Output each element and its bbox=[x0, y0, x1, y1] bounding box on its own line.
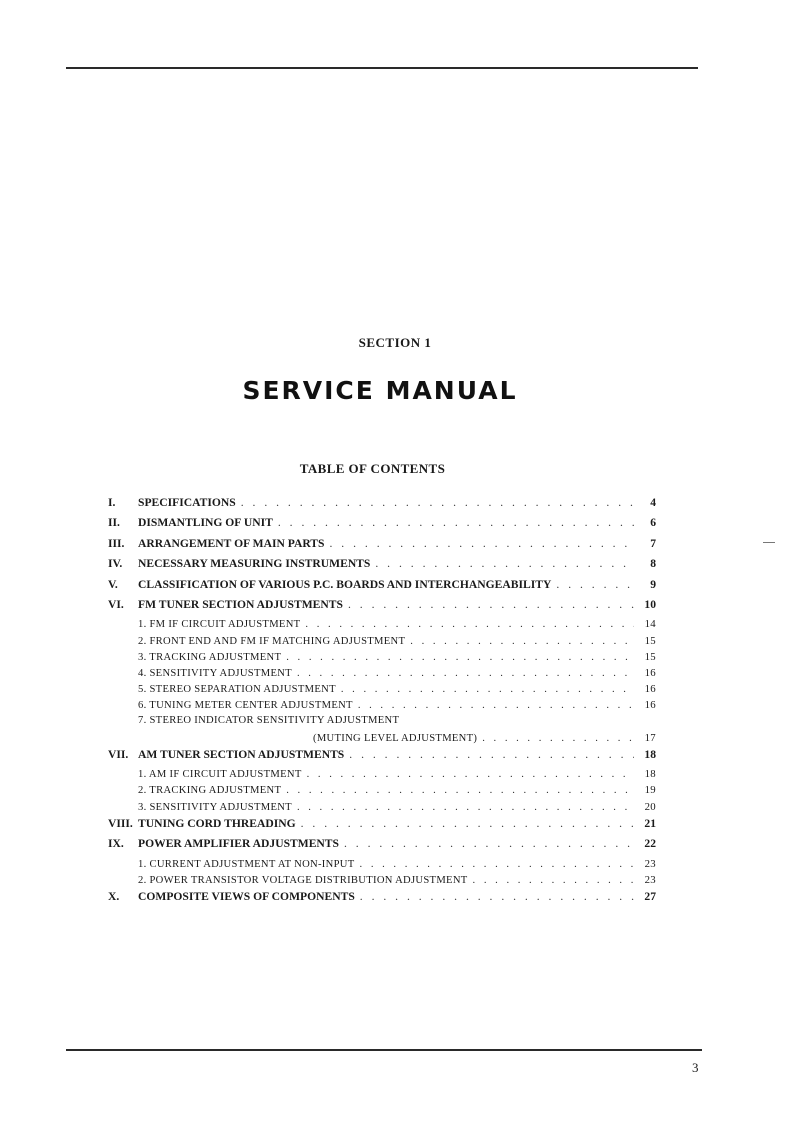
toc-entry-page: 22 bbox=[644, 837, 656, 851]
toc-entry-page: 4 bbox=[650, 496, 656, 509]
dot-leader bbox=[375, 557, 634, 570]
toc-entry-number: V. bbox=[108, 577, 118, 591]
toc-entry-label: DISMANTLING OF UNIT bbox=[138, 516, 273, 530]
dot-leader bbox=[473, 875, 634, 886]
toc-entry-page: 7 bbox=[650, 536, 656, 550]
dot-leader bbox=[286, 652, 634, 663]
dot-leader bbox=[344, 837, 634, 850]
toc-entry-page: 23 bbox=[644, 873, 656, 886]
top-rule bbox=[66, 67, 698, 69]
dot-leader bbox=[297, 668, 634, 679]
toc-entry-page: 21 bbox=[644, 816, 656, 830]
toc-subentry[interactable] bbox=[108, 715, 656, 731]
toc-entry-label: SPECIFICATIONS bbox=[138, 496, 236, 509]
toc-entry-label: 3. TRACKING ADJUSTMENT bbox=[138, 651, 282, 663]
toc-entry[interactable] bbox=[108, 837, 656, 857]
toc-entry-page: 16 bbox=[644, 666, 656, 679]
toc-entry-number: VI. bbox=[108, 597, 124, 611]
toc-entry-label: AM TUNER SECTION ADJUSTMENTS bbox=[138, 747, 345, 761]
toc-entry-label: ARRANGEMENT OF MAIN PARTS bbox=[138, 536, 325, 550]
dot-leader bbox=[297, 802, 634, 813]
toc-entry-page: 16 bbox=[644, 683, 656, 696]
toc-entry[interactable] bbox=[108, 537, 656, 557]
toc-entry-number: III. bbox=[108, 536, 125, 550]
toc-entry-label: POWER AMPLIFIER ADJUSTMENTS bbox=[138, 837, 339, 851]
toc-subentry[interactable] bbox=[108, 699, 656, 715]
section-label: SECTION 1 bbox=[358, 335, 432, 350]
dot-leader bbox=[556, 578, 634, 591]
bottom-rule bbox=[66, 1049, 702, 1051]
toc-entry-label: 2. POWER TRANSISTOR VOLTAGE DISTRIBUTION ADJUSTMENT bbox=[138, 874, 468, 886]
toc-entry-label: FM TUNER SECTION ADJUSTMENTS bbox=[138, 597, 343, 611]
toc-entry-label: 1. AM IF CIRCUIT ADJUSTMENT bbox=[138, 769, 302, 781]
margin-mark bbox=[763, 542, 775, 543]
toc-subentry[interactable] bbox=[108, 635, 656, 651]
toc-entry-page: 18 bbox=[644, 768, 656, 781]
dot-leader bbox=[358, 700, 634, 711]
dot-leader bbox=[286, 785, 634, 796]
page-number: 3 bbox=[692, 1060, 699, 1075]
toc-entry-number: X. bbox=[108, 889, 120, 903]
toc-entry-label: (MUTING LEVEL ADJUSTMENT) bbox=[313, 732, 478, 744]
toc-entry[interactable] bbox=[108, 890, 656, 910]
toc-entry-page: 23 bbox=[644, 857, 656, 870]
dot-leader bbox=[301, 817, 634, 830]
toc-entry-label: 6. TUNING METER CENTER ADJUSTMENT bbox=[138, 700, 353, 712]
toc-entry[interactable] bbox=[108, 598, 656, 618]
toc-entry[interactable] bbox=[108, 557, 656, 577]
toc-entry-page: 16 bbox=[644, 699, 656, 712]
toc-entry-label: NECESSARY MEASURING INSTRUMENTS bbox=[138, 557, 371, 571]
toc-subentry[interactable] bbox=[108, 874, 656, 890]
toc-entry-label: CLASSIFICATION OF VARIOUS P.C. BOARDS AND INTERCHANGEABILITY bbox=[138, 577, 552, 591]
toc-subentry[interactable] bbox=[108, 768, 656, 784]
dot-leader bbox=[305, 619, 634, 630]
toc-entry[interactable] bbox=[108, 817, 656, 837]
toc-entry-number: IX. bbox=[108, 837, 124, 851]
dot-leader bbox=[482, 733, 634, 744]
toc-entry-number: II. bbox=[108, 516, 120, 530]
toc-entry-page: 8 bbox=[650, 557, 656, 571]
dot-leader bbox=[349, 748, 634, 761]
toc-entry-label: 3. SENSITIVITY ADJUSTMENT bbox=[138, 801, 292, 813]
toc-entry-page: 14 bbox=[644, 618, 656, 631]
toc-entry-number: VII. bbox=[108, 747, 129, 761]
toc-entry-number: VIII. bbox=[108, 816, 133, 830]
toc-entry-label: 7. STEREO INDICATOR SENSITIVITY ADJUSTMENT bbox=[138, 715, 400, 727]
toc-entry-page: 18 bbox=[644, 747, 656, 761]
toc-entry-number: IV. bbox=[108, 557, 123, 571]
toc-subentry[interactable] bbox=[108, 801, 656, 817]
dot-leader bbox=[360, 890, 634, 903]
toc-entry-label: 1. FM IF CIRCUIT ADJUSTMENT bbox=[138, 619, 301, 631]
toc-subentry[interactable] bbox=[108, 667, 656, 683]
toc-entry-label: COMPOSITE VIEWS OF COMPONENTS bbox=[138, 889, 355, 903]
toc-entry-page: 15 bbox=[644, 634, 656, 647]
toc-entry[interactable] bbox=[108, 496, 656, 516]
toc-entry-label: 4. SENSITIVITY ADJUSTMENT bbox=[138, 667, 292, 679]
dot-leader bbox=[410, 636, 634, 647]
toc-entry[interactable] bbox=[108, 578, 656, 598]
dot-leader bbox=[307, 769, 634, 780]
toc-entry-number: I. bbox=[108, 496, 116, 509]
dot-leader bbox=[341, 684, 634, 695]
toc-entry-page: 10 bbox=[644, 597, 656, 611]
dot-leader bbox=[278, 516, 634, 529]
toc-entry-page: 27 bbox=[644, 889, 656, 903]
dot-leader bbox=[348, 598, 634, 611]
toc-entry-page: 15 bbox=[644, 650, 656, 663]
toc-subentry[interactable] bbox=[108, 858, 656, 874]
toc-entry-page: 19 bbox=[644, 784, 656, 797]
toc-entry[interactable] bbox=[108, 748, 656, 768]
dot-leader bbox=[330, 537, 635, 550]
toc-entry-label: 5. STEREO SEPARATION ADJUSTMENT bbox=[138, 684, 336, 696]
toc-subentry[interactable] bbox=[108, 618, 656, 634]
toc-entry-label: 2. TRACKING ADJUSTMENT bbox=[138, 785, 282, 797]
toc-entry-page: 17 bbox=[644, 731, 656, 744]
toc-subentry[interactable] bbox=[108, 784, 656, 800]
toc-entry-label: TUNING CORD THREADING bbox=[138, 816, 296, 830]
toc-entry-label: 2. FRONT END AND FM IF MATCHING ADJUSTMENT bbox=[138, 635, 406, 647]
dot-leader bbox=[360, 859, 634, 870]
toc-subentry[interactable] bbox=[108, 651, 656, 667]
toc-subentry[interactable] bbox=[108, 683, 656, 699]
toc-entry-label: 1. CURRENT ADJUSTMENT AT NON-INPUT bbox=[138, 858, 355, 870]
table-of-contents bbox=[108, 496, 656, 910]
toc-entry-page: 6 bbox=[650, 516, 656, 530]
page-title: SERVICE MANUAL bbox=[242, 376, 518, 405]
toc-entry[interactable] bbox=[108, 516, 656, 536]
toc-entry-page: 9 bbox=[650, 577, 656, 591]
dot-leader bbox=[241, 496, 634, 509]
toc-heading: TABLE OF CONTENTS bbox=[299, 461, 446, 476]
toc-subentry[interactable] bbox=[108, 732, 656, 748]
toc-entry-page: 20 bbox=[644, 800, 656, 813]
